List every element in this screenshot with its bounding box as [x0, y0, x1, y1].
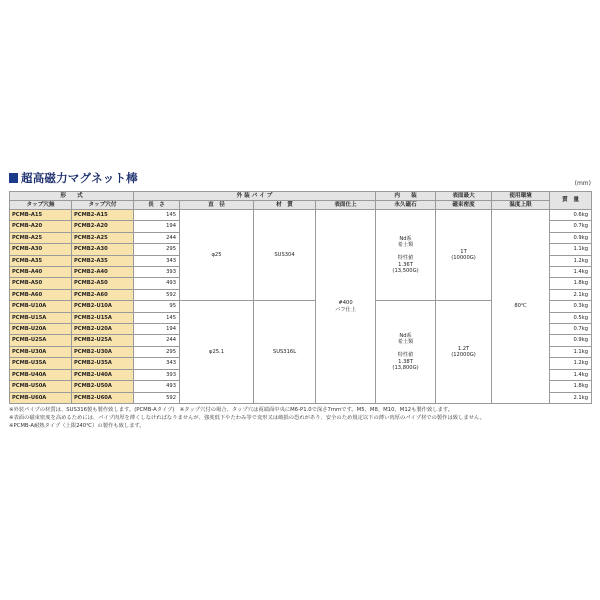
magnet-line: 特性値 — [397, 352, 414, 359]
magnet-line: (13,800G) — [392, 365, 419, 372]
model-tap-none: PCMB-A30 — [10, 244, 72, 255]
finish-cell — [316, 210, 376, 404]
header-pipe: 外 装 パ イ プ — [134, 192, 376, 201]
model-tap-none: PCMB-U15A — [10, 312, 72, 323]
length-cell: 194 — [134, 324, 180, 335]
magnet-line: 希土類 — [397, 242, 414, 249]
magnet-cell-a — [376, 210, 436, 301]
mass-cell: 1.1kg — [550, 244, 592, 255]
title-square-icon — [9, 173, 18, 183]
header-model: 形 式 — [10, 192, 134, 201]
diameter-cell-u: φ25.1 — [180, 301, 254, 404]
length-cell: 343 — [134, 255, 180, 266]
mass-cell: 0.5kg — [550, 312, 592, 323]
header-tap-yes: タップ穴付 — [72, 201, 134, 210]
magnet-cell-u — [376, 301, 436, 404]
flux-cell-u — [436, 301, 492, 404]
header-surface-max: 表面最大 — [436, 192, 492, 201]
mass-cell: 1.8kg — [550, 381, 592, 392]
model-tap-yes: PCMB2-U50A — [72, 381, 134, 392]
header-material: 材 質 — [254, 201, 316, 210]
footnote: ※外装パイプの材質は、SUS316製も製作致します。(PCMB-Aタイプ) ※タップ穴付の場合、タップ穴は両端面中央にM6-P1.0で深さ7mmです。M5、M8、M10、M12も製作致します。 — [9, 407, 454, 413]
header-finish: 表面仕上 — [316, 201, 376, 210]
model-tap-none: PCMB-U20A — [10, 324, 72, 335]
unit-label: (mm) — [574, 180, 591, 187]
model-tap-none: PCMB-U40A — [10, 369, 72, 380]
page-title — [9, 170, 138, 186]
temp-cell: 80℃ — [492, 210, 550, 404]
magnet-line: Nd系 — [399, 332, 412, 339]
mass-cell: 2.1kg — [550, 392, 592, 404]
model-tap-none: PCMB-U50A — [10, 381, 72, 392]
mass-cell: 1.1kg — [550, 346, 592, 357]
model-tap-yes: PCMB2-U30A — [72, 346, 134, 357]
length-cell: 295 — [134, 244, 180, 255]
footnote: ※表面の磁束密度を高めるためには、パイプ肉厚を薄くしなければなりませんが、強度低下やたわみ等で変形又は破損の恐れがあり、安全のため規定以下の薄い肉厚のパイプ材での製作は致しません。 — [9, 415, 485, 421]
mass-cell: 0.7kg — [550, 221, 592, 232]
model-tap-none: PCMB-A40 — [10, 267, 72, 278]
mass-cell: 1.2kg — [550, 358, 592, 369]
length-cell: 493 — [134, 278, 180, 289]
flux-cell-a — [436, 210, 492, 301]
header-diameter: 直 径 — [180, 201, 254, 210]
mass-cell: 0.9kg — [550, 232, 592, 243]
finish-line: バフ仕上 — [335, 306, 356, 313]
material-cell-u: SUS316L — [254, 301, 316, 404]
model-tap-none: PCMB-A60 — [10, 289, 72, 300]
model-tap-yes: PCMB2-A50 — [72, 278, 134, 289]
length-cell: 592 — [134, 392, 180, 404]
length-cell: 592 — [134, 289, 180, 300]
length-cell: 145 — [134, 312, 180, 323]
magnet-line: 希土類 — [397, 339, 414, 346]
mass-cell: 0.6kg — [550, 210, 592, 221]
mass-cell: 2.1kg — [550, 289, 592, 300]
model-tap-yes: PCMB2-U10A — [72, 301, 134, 312]
length-cell: 493 — [134, 381, 180, 392]
diameter-cell-a: φ25 — [180, 210, 254, 301]
magnet-line: 1.38T — [398, 358, 413, 365]
mass-cell: 1.8kg — [550, 278, 592, 289]
footnote: ※PCMB-A耐熱タイプ（上限240℃）の製作も致します。 — [9, 423, 145, 429]
finish-line: #400 — [338, 300, 353, 306]
model-tap-yes: PCMB2-U40A — [72, 369, 134, 380]
model-tap-yes: PCMB2-U35A — [72, 358, 134, 369]
length-cell: 393 — [134, 369, 180, 380]
header-inner: 内 装 — [376, 192, 436, 201]
title-text: 超高磁力マグネット棒 — [21, 171, 138, 185]
model-tap-yes: PCMB2-U60A — [72, 392, 134, 404]
length-cell: 145 — [134, 210, 180, 221]
model-tap-none: PCMB-U60A — [10, 392, 72, 404]
model-tap-none: PCMB-A20 — [10, 221, 72, 232]
spec-table — [9, 191, 592, 404]
model-tap-none: PCMB-A50 — [10, 278, 72, 289]
magnet-line: 特性値 — [397, 255, 414, 262]
model-tap-none: PCMB-U25A — [10, 335, 72, 346]
mass-cell: 0.7kg — [550, 324, 592, 335]
flux-line: 1T — [460, 248, 467, 255]
mass-cell: 1.2kg — [550, 255, 592, 266]
header-length: 長 さ — [134, 201, 180, 210]
header-mass: 質 量 — [550, 192, 592, 210]
flux-line: (12000G) — [451, 352, 476, 359]
length-cell: 95 — [134, 301, 180, 312]
model-tap-yes: PCMB2-A25 — [72, 232, 134, 243]
header-temp-limit: 温度上限 — [492, 201, 550, 210]
mass-cell: 0.9kg — [550, 335, 592, 346]
model-tap-yes: PCMB2-A40 — [72, 267, 134, 278]
length-cell: 393 — [134, 267, 180, 278]
length-cell: 244 — [134, 335, 180, 346]
header-flux-density: 磁束密度 — [436, 201, 492, 210]
model-tap-none: PCMB-U35A — [10, 358, 72, 369]
mass-cell: 1.4kg — [550, 369, 592, 380]
flux-line: 1.2T — [457, 345, 470, 352]
mass-cell: 1.4kg — [550, 267, 592, 278]
model-tap-yes: PCMB2-A15 — [72, 210, 134, 221]
model-tap-yes: PCMB2-A30 — [72, 244, 134, 255]
model-tap-none: PCMB-A15 — [10, 210, 72, 221]
model-tap-yes: PCMB2-A60 — [72, 289, 134, 300]
model-tap-yes: PCMB2-A20 — [72, 221, 134, 232]
model-tap-none: PCMB-A35 — [10, 255, 72, 266]
model-tap-yes: PCMB2-U15A — [72, 312, 134, 323]
length-cell: 343 — [134, 358, 180, 369]
header-env: 使用環境 — [492, 192, 550, 201]
model-tap-none: PCMB-U30A — [10, 346, 72, 357]
length-cell: 194 — [134, 221, 180, 232]
model-tap-yes: PCMB2-A35 — [72, 255, 134, 266]
model-tap-yes: PCMB2-U25A — [72, 335, 134, 346]
magnet-line: Nd系 — [399, 235, 412, 242]
header-tap-none: タップ穴無 — [10, 201, 72, 210]
length-cell: 244 — [134, 232, 180, 243]
magnet-line: (13,500G) — [392, 268, 419, 275]
length-cell: 295 — [134, 346, 180, 357]
model-tap-none: PCMB-U10A — [10, 301, 72, 312]
material-cell-a: SUS304 — [254, 210, 316, 301]
model-tap-none: PCMB-A25 — [10, 232, 72, 243]
model-tap-yes: PCMB2-U20A — [72, 324, 134, 335]
footnotes — [9, 406, 485, 430]
mass-cell: 0.3kg — [550, 301, 592, 312]
header-permanent-magnet: 永久磁石 — [376, 201, 436, 210]
magnet-line: 1.36T — [398, 261, 413, 268]
flux-line: (10000G) — [451, 255, 476, 262]
